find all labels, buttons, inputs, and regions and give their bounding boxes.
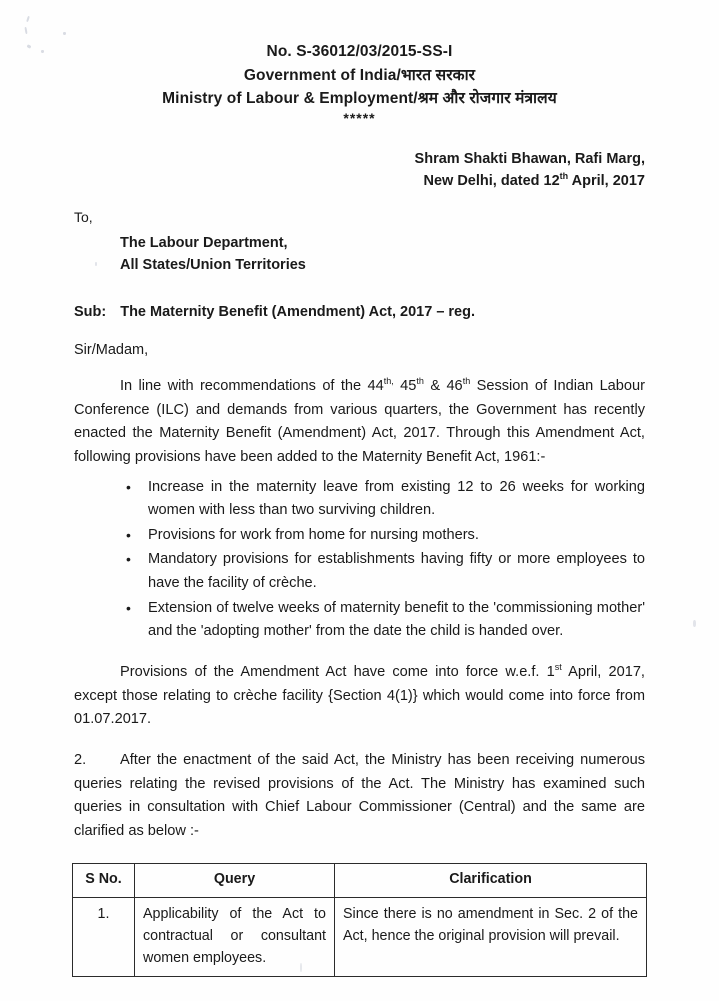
para1-part2: 45 bbox=[393, 377, 417, 394]
scan-artifact bbox=[300, 963, 302, 972]
column-header-clarification: Clarification bbox=[335, 864, 647, 898]
clarification-table-wrapper bbox=[0, 863, 719, 977]
clarification-table bbox=[72, 863, 647, 977]
date-ordinal-suffix: th bbox=[559, 171, 569, 182]
scan-artifact bbox=[63, 32, 66, 35]
para1-part1: In line with recommendations of the 44 bbox=[120, 377, 384, 394]
date-suffix: April, 2017 bbox=[568, 172, 645, 189]
list-item: • Provisions for work from home for nursing mothers. bbox=[148, 524, 645, 548]
table-header-row bbox=[73, 864, 647, 898]
paragraph-three bbox=[0, 749, 719, 844]
para1-part3: & 46 bbox=[423, 377, 463, 394]
list-item: • Extension of twelve weeks of maternity benefit to the 'commissioning mother' and the 'adopting mother' from the date the child is handed over. bbox=[148, 597, 645, 644]
document-header bbox=[0, 0, 719, 126]
list-item: • Increase in the maternity leave from existing 12 to 26 weeks for working women with less than two surviving children. bbox=[148, 476, 645, 523]
government-line: Government of India/भारत सरकार bbox=[243, 66, 476, 84]
paragraph-one bbox=[0, 375, 719, 470]
to-label: To, bbox=[74, 209, 93, 226]
paragraph-two bbox=[0, 661, 719, 732]
para2-part1: Provisions of the Amendment Act have come into force w.e.f. 1 bbox=[120, 663, 555, 680]
scan-artifact bbox=[95, 262, 97, 266]
sender-address bbox=[0, 148, 719, 193]
para3-text: After the enactment of the said Act, the Ministry has been receiving numerous queries relating the revised provisions of the Act. The Ministry has examined such queries in consultation with Chief Labour Commissioner (Central) and the same are clarified as below :- bbox=[74, 751, 645, 839]
column-header-sno: S No. bbox=[73, 864, 135, 898]
para2-part2: April, 2017, except those relating to crèche facility {Section 4(1)} which would come into force from 01.07.2017. bbox=[74, 663, 645, 728]
list-item: • Mandatory provisions for establishments having fifty or more employees to have the facility of crèche. bbox=[148, 548, 645, 595]
recipient-line-1: The Labour Department, bbox=[120, 235, 288, 252]
recipient-line-2: All States/Union Territories bbox=[120, 257, 306, 274]
para1-part4: Session of Indian Labour Conference (ILC) and demands from various quarters, the Government has recently enacted the Maternity Benefit (Amendment) Act, 2017. Through this Amendment Act, following provisions have been added to the Maternity Benefit Act, 1961:- bbox=[74, 377, 646, 465]
column-header-query: Query bbox=[135, 864, 335, 898]
address-line-2 bbox=[0, 170, 645, 192]
scan-artifact bbox=[693, 620, 696, 627]
address-line-1: Shram Shakti Bhawan, Rafi Marg, bbox=[414, 150, 645, 167]
provisions-list bbox=[0, 476, 719, 644]
subject-label: Sub: bbox=[74, 303, 107, 320]
cell-clarification: Since there is no amendment in Sec. 2 of the Act, hence the original provision will prevail. bbox=[335, 898, 647, 977]
subject-text: The Maternity Benefit (Amendment) Act, 2017 – reg. bbox=[120, 303, 476, 320]
reference-number: No. S-36012/03/2015-SS-I bbox=[266, 43, 453, 60]
para1-sup2: th bbox=[416, 376, 424, 387]
scan-artifact bbox=[41, 50, 44, 53]
subject-line bbox=[0, 304, 719, 320]
cell-query: Applicability of the Act to contractual or consultant women employees. bbox=[135, 898, 335, 977]
header-separator: ***** bbox=[343, 109, 376, 126]
cell-sno: 1. bbox=[73, 898, 135, 977]
table-row bbox=[73, 898, 647, 977]
recipient-block bbox=[0, 233, 719, 277]
salutation: Sir/Madam, bbox=[74, 341, 149, 358]
ministry-line: Ministry of Labour & Employment/श्रम और रोजगार मंत्रालय bbox=[162, 90, 557, 107]
paragraph-number: 2. bbox=[74, 751, 87, 768]
para1-sup3: th bbox=[462, 376, 471, 387]
para1-sup1: th, bbox=[383, 376, 394, 387]
date-prefix: New Delhi, dated 12 bbox=[423, 172, 560, 189]
para2-sup1: st bbox=[554, 662, 562, 673]
